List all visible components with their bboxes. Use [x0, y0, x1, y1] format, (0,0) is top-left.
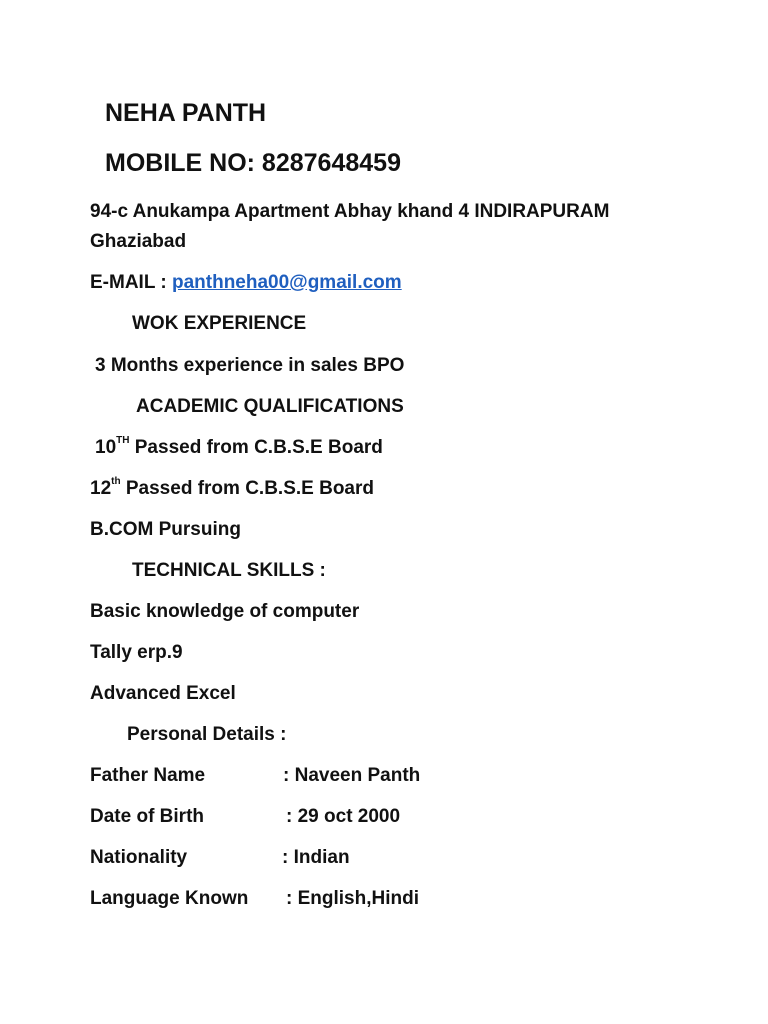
twelfth-number: 12	[90, 478, 112, 499]
personal-row	[90, 764, 690, 788]
email-link[interactable]: panthneha00@gmail.com	[171, 272, 402, 293]
academic-item-10th	[95, 436, 383, 460]
academic-item-12th	[90, 477, 374, 501]
personal-label: Date of Birth	[90, 806, 204, 827]
tenth-superscript: TH	[116, 434, 130, 446]
personal-label: Language Known	[90, 888, 249, 909]
twelfth-superscript: th	[111, 475, 121, 487]
mobile-number: MOBILE NO: 8287648459	[105, 149, 401, 177]
work-experience-heading: WOK EXPERIENCE	[132, 313, 307, 334]
email-row	[90, 271, 402, 295]
technical-skill-item: Tally erp.9	[90, 642, 183, 663]
personal-value: : Indian	[282, 847, 350, 868]
personal-row	[90, 846, 690, 870]
personal-label: Nationality	[90, 847, 188, 868]
technical-skills-heading: TECHNICAL SKILLS :	[132, 560, 326, 581]
personal-value: : 29 oct 2000	[286, 806, 401, 827]
academic-item-bcom: B.COM Pursuing	[90, 519, 241, 540]
academic-heading: ACADEMIC QUALIFICATIONS	[136, 396, 404, 417]
personal-value: : Naveen Panth	[283, 765, 421, 786]
work-experience-item: 3 Months experience in sales BPO	[95, 355, 405, 376]
technical-skill-item: Advanced Excel	[90, 683, 236, 704]
tenth-text: Passed from C.B.S.E Board	[129, 437, 383, 458]
tenth-number: 10	[95, 437, 117, 458]
personal-row	[90, 887, 690, 911]
twelfth-text: Passed from C.B.S.E Board	[120, 478, 374, 499]
candidate-name: NEHA PANTH	[105, 99, 267, 127]
personal-value: : English,Hindi	[286, 888, 419, 909]
address-line-1: 94-c Anukampa Apartment Abhay khand 4 INDIRAPURAM	[90, 201, 610, 222]
technical-skill-item: Basic knowledge of computer	[90, 601, 360, 622]
email-label: E-MAIL :	[90, 272, 172, 293]
personal-row	[90, 805, 690, 829]
personal-label: Father Name	[90, 765, 206, 786]
personal-details-heading: Personal Details :	[127, 724, 287, 745]
address-line-2: Ghaziabad	[90, 231, 187, 252]
